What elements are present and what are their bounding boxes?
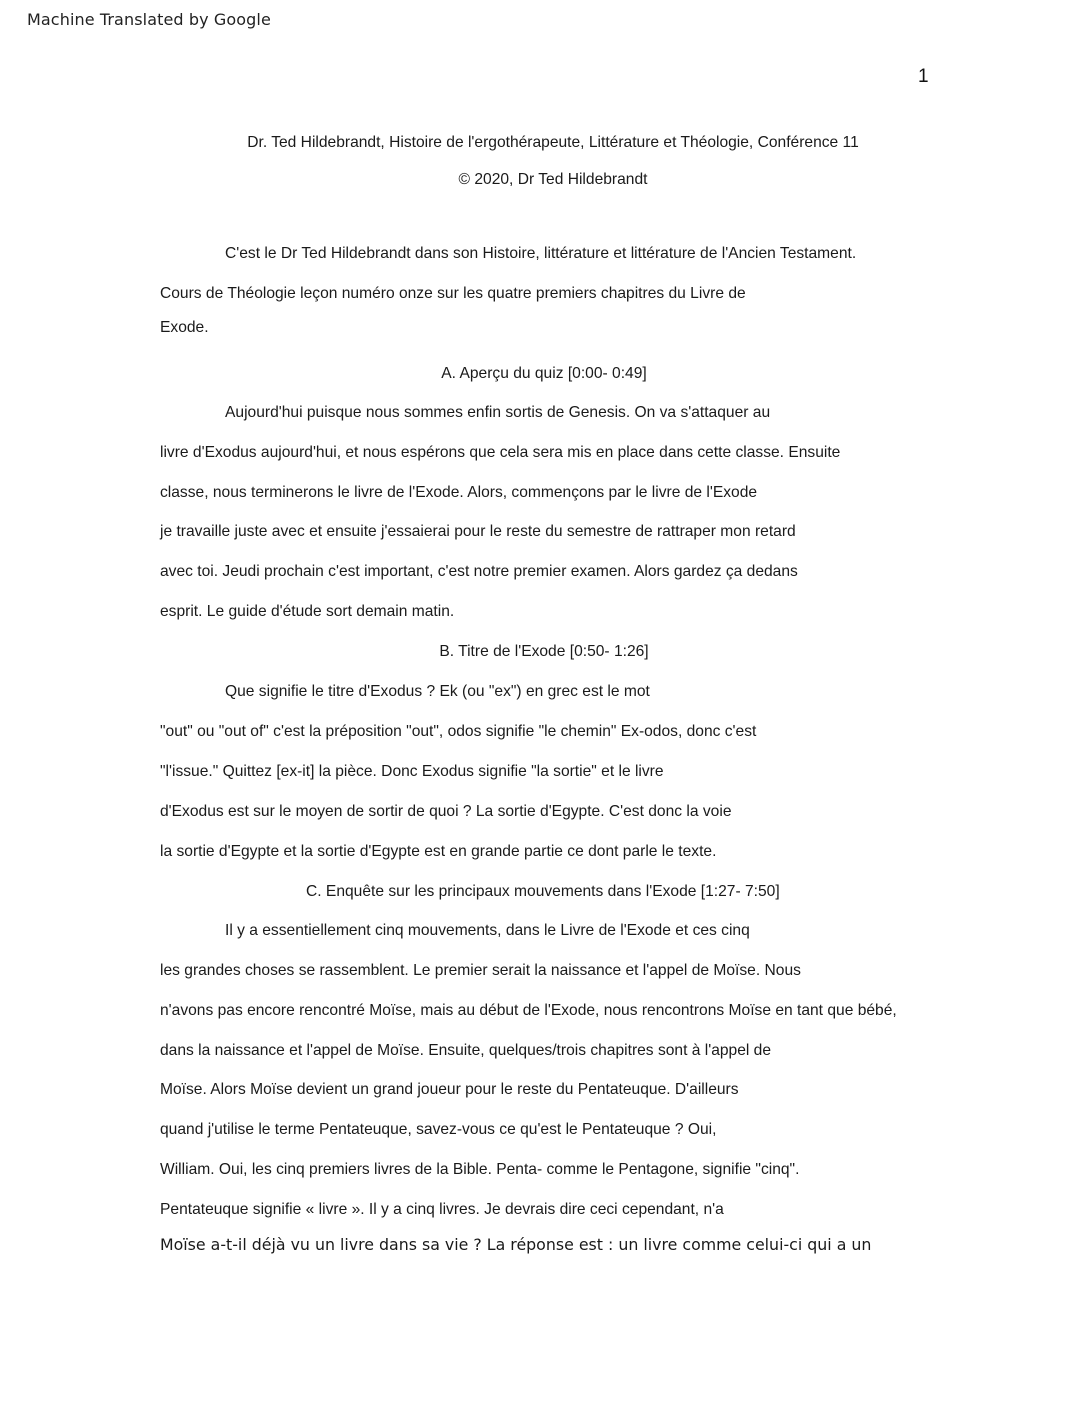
section-a-line: je travaille juste avec et ensuite j'essaierai pour le reste du semestre de rattraper mon retard	[160, 523, 796, 540]
section-b-line: "out" ou "out of" c'est la préposition "out", odos signifie "le chemin" Ex-odos, donc c'est	[160, 723, 757, 740]
section-b-line: d'Exodus est sur le moyen de sortir de quoi ? La sortie d'Egypte. C'est donc la voie	[160, 803, 732, 820]
section-c-line: William. Oui, les cinq premiers livres de la Bible. Penta- comme le Pentagone, signifie "cinq".	[160, 1161, 800, 1178]
section-c-heading: C. Enquête sur les principaux mouvements dans l'Exode [1:27- 7:50]	[306, 883, 780, 900]
intro-line: Exode.	[160, 319, 209, 336]
watermark: Machine Translated by Google	[27, 10, 271, 29]
section-c-line: quand j'utilise le terme Pentateuque, savez-vous ce qu'est le Pentateuque ? Oui,	[160, 1121, 717, 1138]
section-b-line: Que signifie le titre d'Exodus ? Ek (ou "ex") en grec est le mot	[225, 683, 650, 700]
intro-line: Cours de Théologie leçon numéro onze sur les quatre premiers chapitres du Livre de	[160, 285, 746, 302]
section-c-line: Moïse a-t-il déjà vu un livre dans sa vie ? La réponse est : un livre comme celui-ci qui a un	[160, 1235, 872, 1254]
section-a-line: livre d'Exodus aujourd'hui, et nous espérons que cela sera mis en place dans cette classe. Ensuite	[160, 444, 841, 461]
section-b-line: "l'issue." Quittez [ex-it] la pièce. Donc Exodus signifie "la sortie" et le livre	[160, 763, 664, 780]
section-a-heading: A. Aperçu du quiz [0:00- 0:49]	[441, 365, 647, 382]
section-c-line: n'avons pas encore rencontré Moïse, mais au début de l'Exode, nous rencontrons Moïse en tant que bébé,	[160, 1002, 897, 1019]
document-title: Dr. Ted Hildebrandt, Histoire de l'ergothérapeute, Littérature et Théologie, Conférence 11	[247, 134, 859, 151]
section-a-line: esprit. Le guide d'étude sort demain matin.	[160, 603, 455, 620]
section-c-line: Moïse. Alors Moïse devient un grand joueur pour le reste du Pentateuque. D'ailleurs	[160, 1081, 739, 1098]
section-b-line: la sortie d'Egypte et la sortie d'Egypte est en grande partie ce dont parle le texte.	[160, 843, 717, 860]
page-number: 1	[918, 66, 929, 87]
section-a-line: avec toi. Jeudi prochain c'est important, c'est notre premier examen. Alors gardez ça dedans	[160, 563, 798, 580]
section-c-line: Il y a essentiellement cinq mouvements, dans le Livre de l'Exode et ces cinq	[225, 922, 750, 939]
intro-line: C'est le Dr Ted Hildebrandt dans son Histoire, littérature et littérature de l'Ancien Testament.	[225, 245, 857, 262]
section-c-line: dans la naissance et l'appel de Moïse. Ensuite, quelques/trois chapitres sont à l'appel de	[160, 1042, 772, 1059]
section-a-line: Aujourd'hui puisque nous sommes enfin sortis de Genesis. On va s'attaquer au	[225, 404, 771, 421]
section-c-line: les grandes choses se rassemblent. Le premier serait la naissance et l'appel de Moïse. Nous	[160, 962, 801, 979]
section-c-line: Pentateuque signifie « livre ». Il y a cinq livres. Je devrais dire ceci cependant, n'a	[160, 1201, 724, 1218]
section-b-heading: B. Titre de l'Exode [0:50- 1:26]	[439, 643, 649, 660]
copyright-line: © 2020, Dr Ted Hildebrandt	[458, 171, 648, 188]
section-a-line: classe, nous terminerons le livre de l'Exode. Alors, commençons par le livre de l'Exode	[160, 484, 758, 501]
